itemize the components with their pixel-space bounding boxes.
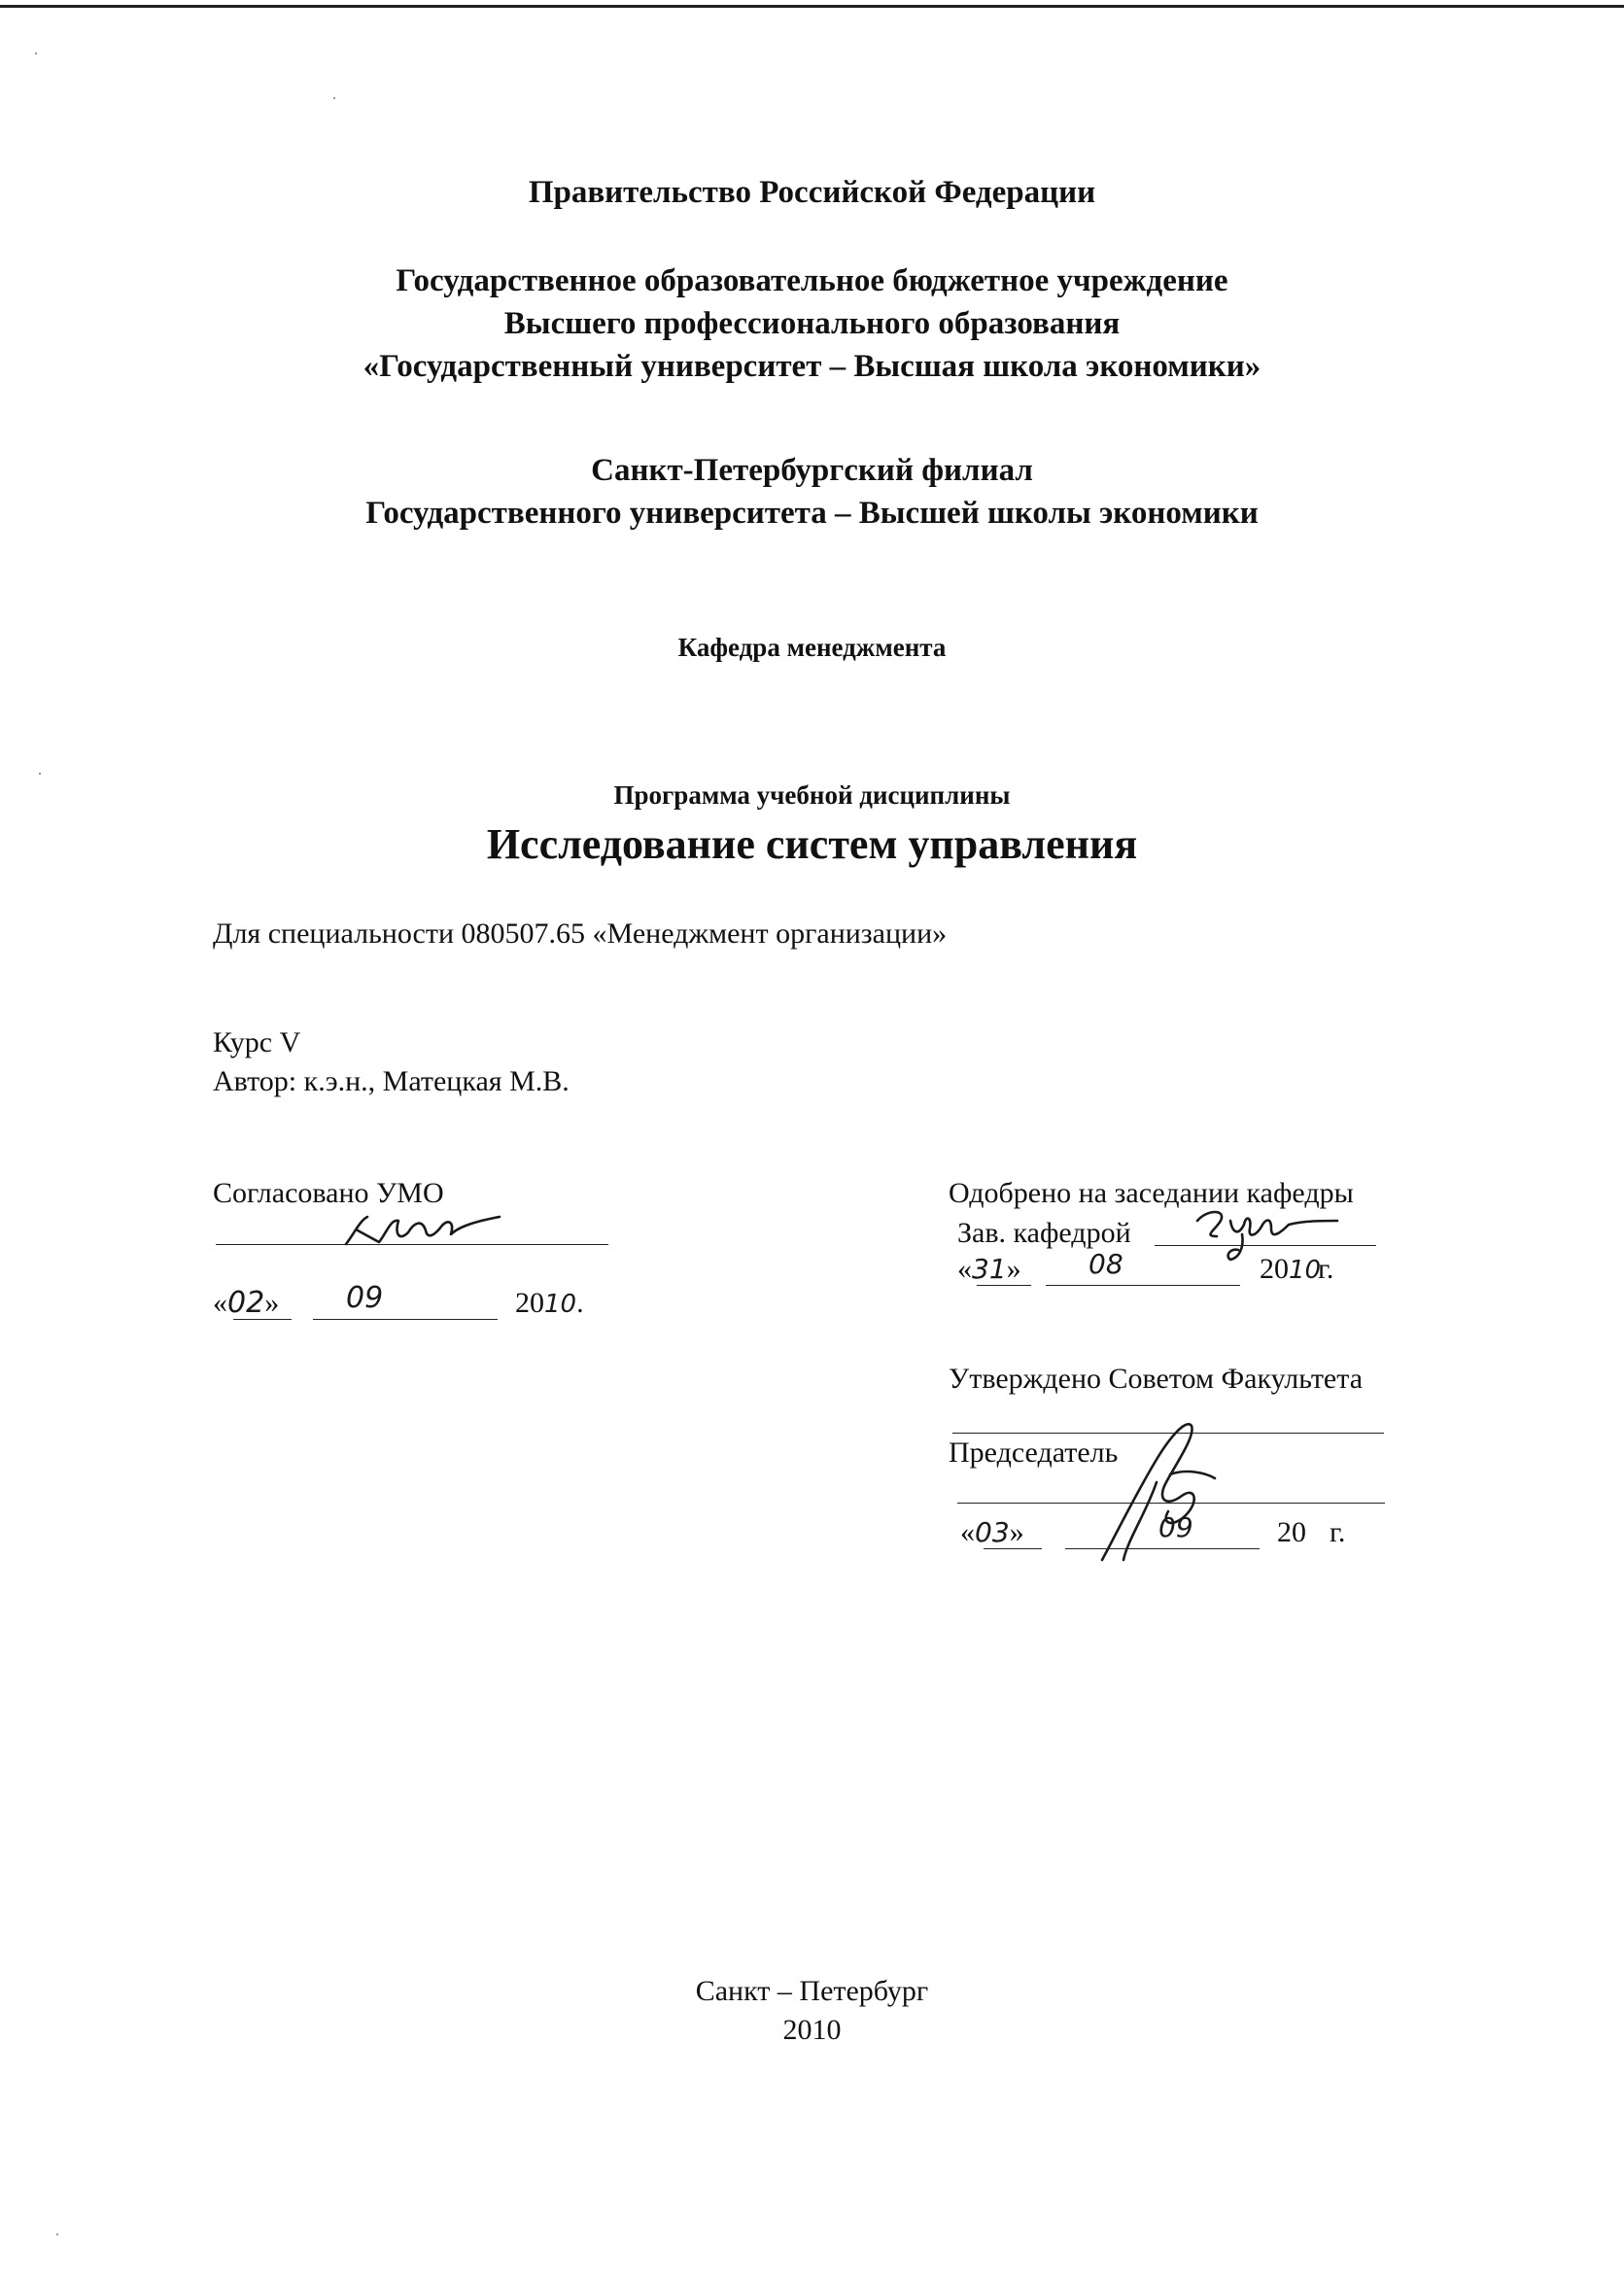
umo-date-open: « xyxy=(213,1287,227,1319)
author: Автор: к.э.н., Матецкая М.В. xyxy=(213,1065,570,1097)
council-chair-label: Председатель xyxy=(949,1437,1119,1469)
institution-line: Государственное образовательное бюджетное учреждение xyxy=(396,263,1228,298)
branch-line: Санкт-Петербургский филиал xyxy=(591,453,1033,488)
umo-month-line xyxy=(313,1319,498,1320)
council-month-handwritten: 09 xyxy=(1158,1511,1193,1543)
umo-year-tail: . xyxy=(576,1287,584,1319)
department-date-mid: » xyxy=(1006,1253,1021,1285)
umo-title: Согласовано УМО xyxy=(213,1177,444,1209)
council-date-mid: » xyxy=(1009,1516,1024,1548)
government-name: Правительство Российской Федерации xyxy=(528,175,1096,210)
department-day-line xyxy=(977,1285,1031,1286)
department-approval-title: Одобрено на заседании кафедры xyxy=(949,1177,1354,1209)
umo-signature xyxy=(340,1213,505,1252)
scan-speck xyxy=(56,2233,58,2235)
council-month-line xyxy=(1065,1548,1260,1549)
umo-month-handwritten: 09 xyxy=(346,1281,384,1315)
council-title: Утверждено Советом Факультета xyxy=(949,1363,1364,1395)
council-date-open: « xyxy=(960,1516,975,1548)
department-head-label: Зав. кафедрой xyxy=(957,1217,1131,1249)
scan-speck xyxy=(333,97,335,99)
institution-line: Высшего профессионального образования xyxy=(503,306,1121,341)
department-month-line xyxy=(1046,1285,1240,1286)
scan-top-border xyxy=(0,5,1624,8)
department-name: Кафедра менеджмента xyxy=(677,633,947,662)
umo-day-handwritten: 02 xyxy=(227,1286,265,1320)
city: Санкт – Петербург xyxy=(695,1975,929,2007)
department-year: 20 xyxy=(1260,1253,1289,1285)
umo-year-handwritten: 10 xyxy=(544,1290,577,1319)
umo-year: 20 xyxy=(515,1287,544,1319)
department-day-handwritten: 31 xyxy=(972,1253,1007,1285)
course: Курс V xyxy=(213,1026,301,1058)
department-date-suffix: г. xyxy=(1318,1253,1334,1285)
department-date-open: « xyxy=(957,1253,972,1285)
council-day-line xyxy=(984,1548,1042,1549)
branch-line: Государственного университета – Высшей школы экономики xyxy=(365,496,1259,531)
umo-date-mid: » xyxy=(264,1287,280,1319)
council-date-suffix: г. xyxy=(1330,1516,1346,1548)
institution-line: «Государственный университет – Высшая школа экономики» xyxy=(363,349,1261,384)
program-title: Исследование систем управления xyxy=(486,820,1138,868)
department-month-handwritten: 08 xyxy=(1088,1248,1123,1280)
department-year-handwritten: 10 xyxy=(1289,1256,1322,1285)
scan-speck xyxy=(39,773,41,775)
scan-speck xyxy=(35,52,37,54)
council-day-handwritten: 03 xyxy=(975,1516,1010,1548)
umo-day-line xyxy=(233,1319,292,1320)
specialty: Для специальности 080507.65 «Менеджмент организации» xyxy=(213,917,948,950)
council-chair-signature xyxy=(1098,1414,1244,1570)
year: 2010 xyxy=(782,2014,842,2046)
council-year: 20 xyxy=(1277,1516,1306,1548)
program-label: Программа учебной дисциплины xyxy=(613,780,1011,810)
